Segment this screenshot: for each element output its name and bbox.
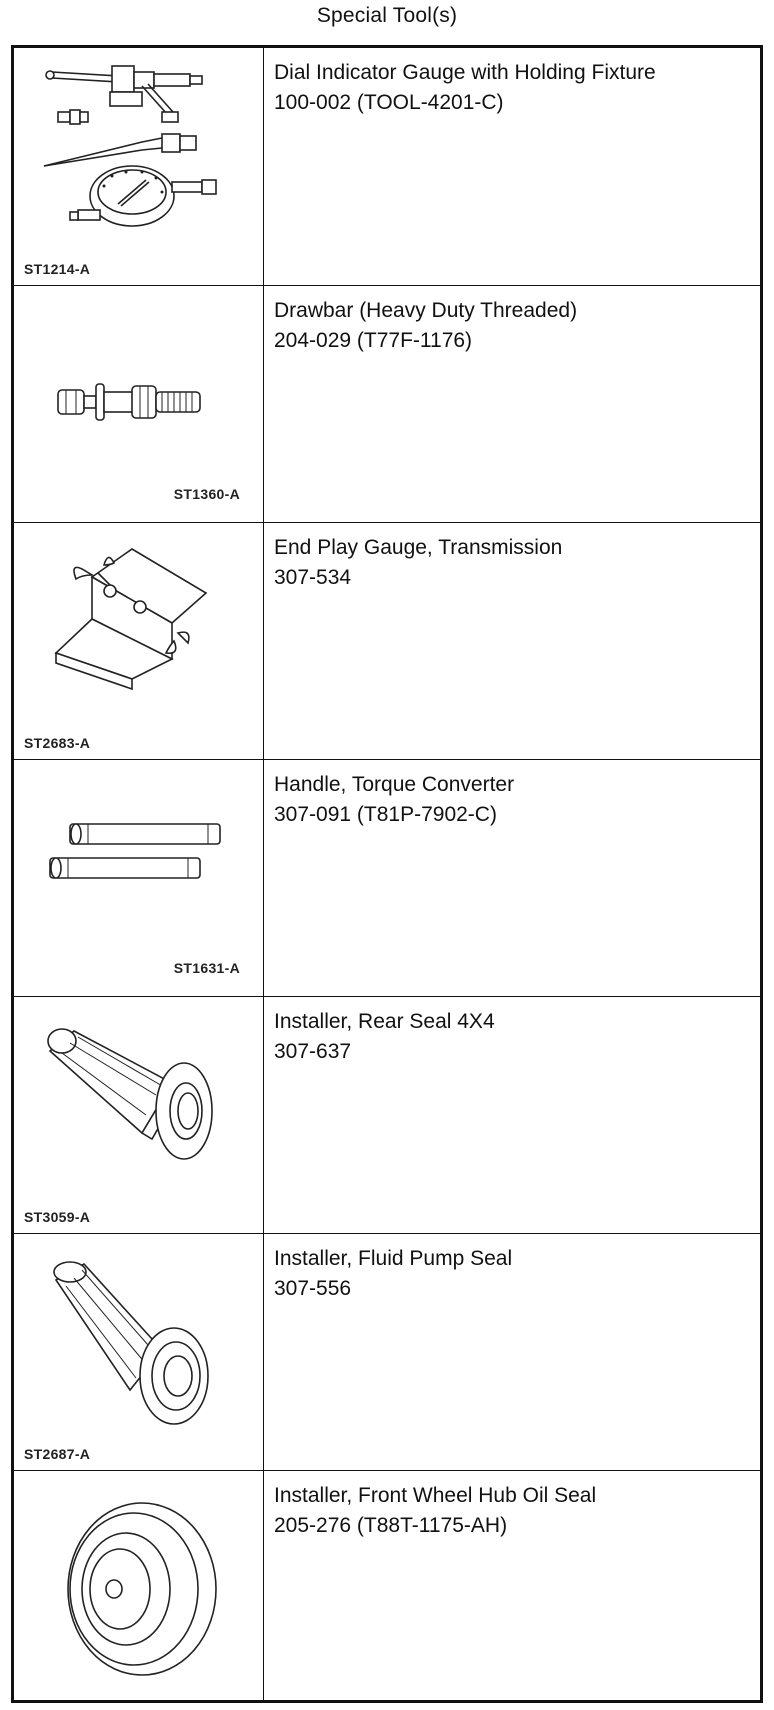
tool-name: Installer, Rear Seal 4X4 <box>274 1010 495 1033</box>
tool-row <box>14 285 760 522</box>
tool-name: Handle, Torque Converter <box>274 773 515 796</box>
tool-name: Drawbar (Heavy Duty Threaded) <box>274 299 578 322</box>
tool-number: 205-276 (T88T-1175-AH) <box>274 1514 508 1537</box>
tool-code: ST3059-A <box>24 1209 91 1225</box>
tool-name: Dial Indicator Gauge with Holding Fixture <box>274 61 656 84</box>
tool-code: ST1360-A <box>173 486 240 502</box>
tool-name: Installer, Fluid Pump Seal <box>274 1247 513 1270</box>
tool-row <box>14 1470 760 1700</box>
tool-description <box>274 1244 512 1304</box>
column-divider <box>263 523 264 759</box>
drawbar-illustration <box>22 292 254 516</box>
torque-converter-handle-illustration <box>22 766 254 990</box>
tool-description <box>274 1481 596 1541</box>
column-divider <box>263 1234 264 1470</box>
column-divider <box>263 997 264 1233</box>
tool-number: 100-002 (TOOL-4201-C) <box>274 91 504 114</box>
tool-number: 307-637 <box>274 1040 352 1063</box>
tool-number: 307-091 (T81P-7902-C) <box>274 803 497 826</box>
pump-seal-installer-illustration <box>22 1240 254 1464</box>
special-tools-table <box>11 45 763 1703</box>
tool-code: ST1214-A <box>24 261 91 277</box>
tool-description <box>274 1007 495 1067</box>
end-play-gauge-illustration <box>22 529 254 753</box>
column-divider <box>263 760 264 996</box>
tool-code: ST1631-A <box>173 960 240 976</box>
hub-seal-installer-illustration <box>22 1477 254 1701</box>
page-title: Special Tool(s) <box>316 4 458 27</box>
tool-name: Installer, Front Wheel Hub Oil Seal <box>274 1484 597 1507</box>
tool-row <box>14 759 760 996</box>
tool-description <box>274 533 562 593</box>
tool-name: End Play Gauge, Transmission <box>274 536 563 559</box>
tool-number: 204-029 (T77F-1176) <box>274 329 473 352</box>
column-divider <box>263 286 264 522</box>
rear-seal-installer-illustration <box>22 1003 254 1227</box>
tool-code: ST2687-A <box>24 1446 91 1462</box>
column-divider <box>263 1471 264 1700</box>
tool-number: 307-556 <box>274 1277 352 1300</box>
dial-indicator-illustration <box>22 54 254 278</box>
tool-description <box>274 770 514 830</box>
tool-description <box>274 58 656 118</box>
tool-description <box>274 296 577 356</box>
column-divider <box>263 48 264 285</box>
tool-number: 307-534 <box>274 566 352 589</box>
tool-code: ST2683-A <box>24 735 91 751</box>
tool-row <box>14 522 760 759</box>
tool-row <box>14 48 760 285</box>
tool-row <box>14 1233 760 1470</box>
tool-row <box>14 996 760 1233</box>
